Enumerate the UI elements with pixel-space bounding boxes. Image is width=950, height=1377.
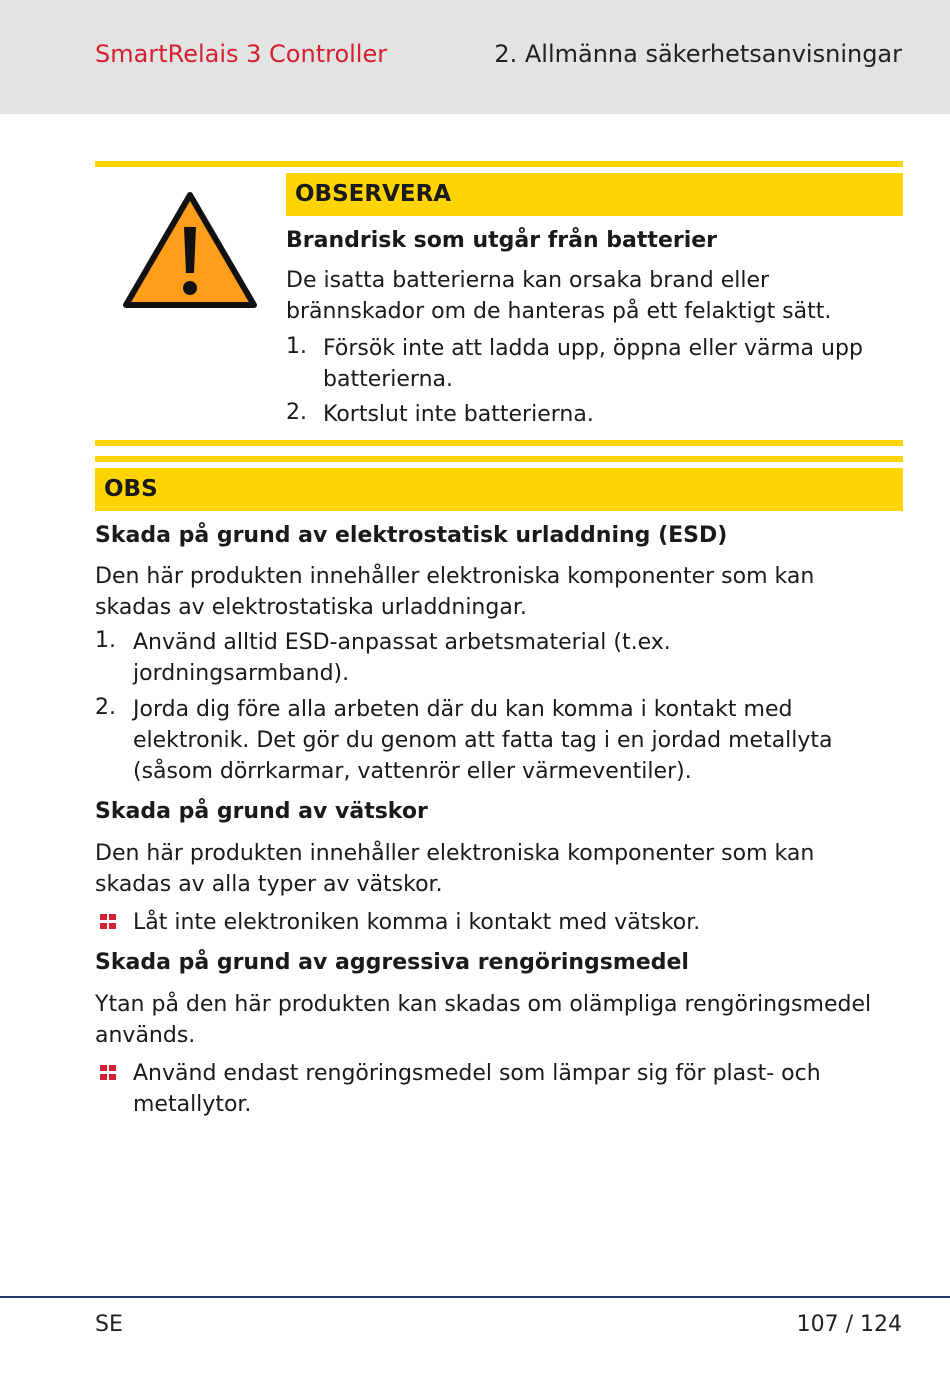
liquids-text: Den här produkten innehåller elektroniska komponenter som kan skadas av alla typer av vätskor. bbox=[95, 841, 815, 897]
page-header bbox=[0, 0, 950, 114]
esd-step: Jorda dig före alla arbeten där du kan komma i kontakt med elektronik. Det gör du genom att fatta tag i en jordad metallyta (såsom dörrkarmar, vattenrör eller värmeventiler). bbox=[133, 697, 833, 784]
caution-bottom-rule bbox=[95, 440, 903, 446]
caution-step: Kortslut inte batterierna. bbox=[323, 402, 594, 427]
notice-top-rule bbox=[95, 456, 903, 462]
cleaning-heading: Skada på grund av aggressiva rengöringsmedel bbox=[95, 950, 689, 975]
bullet-icon bbox=[100, 1065, 116, 1081]
caution-step: Försök inte att ladda upp, öppna eller värma upp batterierna. bbox=[323, 336, 863, 392]
liquids-bullet: Låt inte elektroniken komma i kontakt med vätskor. bbox=[133, 910, 701, 935]
esd-step-number: 2. bbox=[95, 695, 116, 720]
caution-text: De isatta batterierna kan orsaka brand eller brännskador om de hanteras på ett felaktigt sätt. bbox=[286, 268, 832, 324]
caution-label: OBSERVERA bbox=[286, 173, 903, 216]
notice-label: OBS bbox=[95, 468, 903, 511]
esd-step-number: 1. bbox=[95, 628, 116, 653]
caution-step-number: 2. bbox=[286, 400, 307, 425]
esd-text: Den här produkten innehåller elektroniska komponenter som kan skadas av elektrostatiska urladdningar. bbox=[95, 564, 815, 620]
caution-title: Brandrisk som utgår från batterier bbox=[286, 228, 718, 253]
brand-title: SmartRelais 3 Controller bbox=[95, 40, 388, 68]
esd-heading: Skada på grund av elektrostatisk urladdning (ESD) bbox=[95, 523, 728, 548]
language-code: SE bbox=[95, 1312, 123, 1337]
chapter-title: 2. Allmänna säkerhetsanvisningar bbox=[494, 40, 902, 68]
caution-top-rule bbox=[95, 161, 903, 167]
liquids-heading: Skada på grund av vätskor bbox=[95, 799, 428, 824]
cleaning-bullet: Använd endast rengöringsmedel som lämpar sig för plast- och metallytor. bbox=[133, 1061, 821, 1117]
footer-rule bbox=[0, 1296, 950, 1298]
bullet-icon bbox=[100, 914, 116, 930]
esd-step: Använd alltid ESD-anpassat arbetsmaterial (t.ex. jordningsarmband). bbox=[133, 630, 671, 686]
page-number: 107 / 124 bbox=[796, 1312, 902, 1337]
caution-step-number: 1. bbox=[286, 334, 307, 359]
warning-triangle-icon bbox=[123, 191, 258, 311]
cleaning-text: Ytan på den här produkten kan skadas om olämpliga rengöringsmedel används. bbox=[95, 992, 872, 1048]
